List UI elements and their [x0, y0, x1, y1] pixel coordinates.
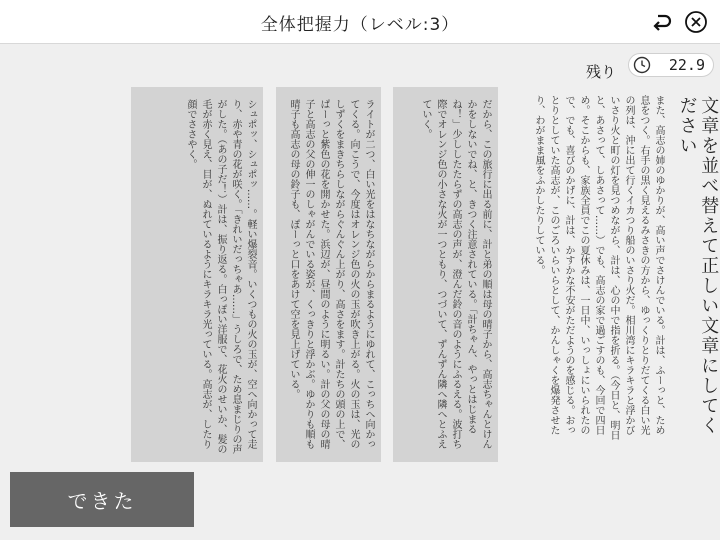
sentence-card-1[interactable] [393, 87, 498, 462]
timer-value: 22.9 [668, 56, 705, 74]
return-arrow-icon[interactable] [650, 10, 674, 34]
instruction-text: 文章を並べ替えて正しい文章にしてください [676, 96, 720, 436]
sentence-card-3[interactable] [131, 87, 263, 462]
sentence-card-text: ライトが二つ、白い光をはなちながらからまるようにゆれて、こっちへ向かってくる。向こうで、今度はオレンジ色の火の玉が吹き上がる。火の玉は、光のしずくをまきちらしながらぐんぐん上がり、高さをます。計たちの頭の上で、ぱーっと紫色の花を開かせた。浜辺が、昼間のように明るい。計の父の母の晴子と高志の父の伸一のしゃがんでいる姿が、くっきりと浮かぶ。ゆかりも順も晴子も高志の母の鈴子も、ぽーっと口をあけて空を見上げている。 [288, 99, 374, 449]
close-circle-icon[interactable] [684, 10, 708, 34]
sentence-card-text: だから、この旅行に出る前に、計と弟の順は母の晴子から、高志ちゃんとけんかをしないでね、と、きつく注意されている。「計ちゃん、やっとはじまるね！」少ししたたらずの高志の声が、澄んだ鈴の音のようにふるえる。波打ち際でオレンジ色の小さな火が一つともり、つづいて、ずんずん隣へ隣へとふえていく。 [420, 99, 491, 449]
page-title: 全体把握力（レベル:3） [260, 15, 460, 35]
fixed-passage: また、高志の姉のゆかりが、高い声でさけんでいる。計は、ふーっと、ため息をつく。右手の黒く見えるみさきの方から、ゆっくりとりだてくる白い光の列は、沖に出て行くイカつり船のいさり火だ。相川湾にキラキラと浮かびいさり火と町の灯を見つめながら、計は、心の中で指を折る。（今日と、明日と、あさって、しあさって……）でも、高志の家で過ごすのも、今回で四日め。そこからも、家族全員でこの夏休みは、一日中、いっしょにいられたので、でも、喜びのかげに、計は、かすかな不安がただようのを感じる。おっとりとしていた高志が、このごろいらいらとして、かんしゃくを爆発させたり、わがまま風をふかしたりしている。 [533, 95, 664, 440]
sentence-card-2[interactable] [276, 87, 381, 462]
header-bar [0, 0, 720, 44]
timer-label: 残り [586, 63, 617, 81]
done-button[interactable]: できた [10, 472, 194, 527]
timer-display [628, 53, 714, 77]
sentence-card-text: シュポッ、シュポッ……。軽い爆裂音。いくつもの火の玉が、空へ向かって走り、赤や青の花が咲く。「きれいだっちゃあ……」うしろで、ため息まじりの声がした。（あの子だ！）計は、振り返る。白っぽい洋服で、花火のせいか、髪の毛が赤く見え、目が、ぬれているようにキラキラ光っている。高志が、したり顔でささやく。 [185, 99, 256, 454]
clock-icon [633, 56, 651, 74]
